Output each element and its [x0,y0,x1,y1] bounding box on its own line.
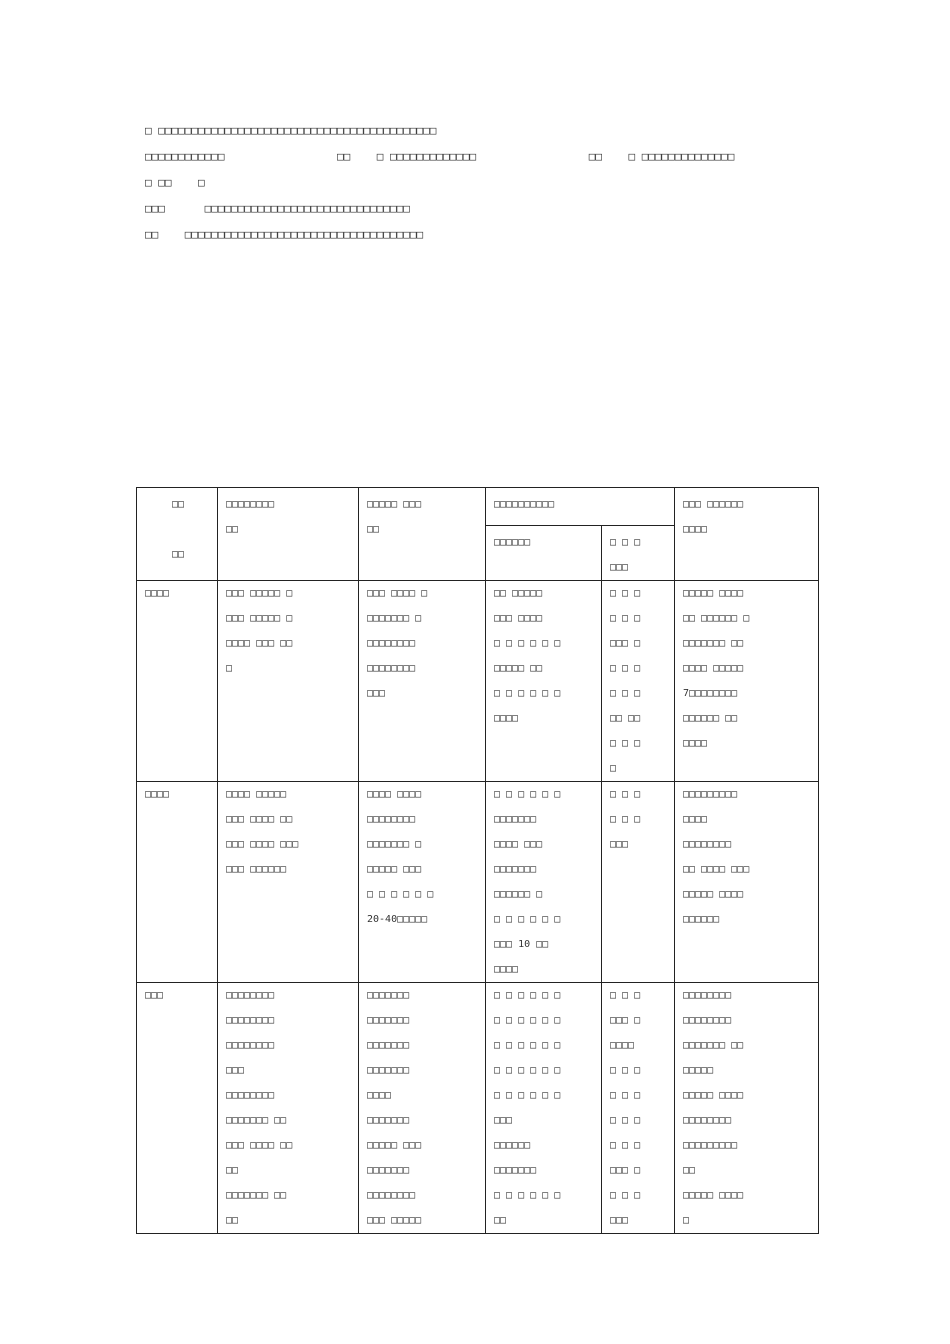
row-cell-text: □ □ □ □ □ □ □□□□□□□ □□□□ □□□ □□□□□□□ □□□□□□ □ □ □ □ □ □ □ □□□ 10 □□ □□□□ [494,789,561,975]
row-cell [218,581,359,782]
row-label: □□□□ [145,588,170,599]
table-row [137,983,819,1234]
intro-line-1: □ □□□□□□□□□□□□□□□□□□□□□□□□□□□□□□□□□□□□□□□□□□ [145,124,437,137]
row-cell-text: □□□□□□□ □□□□□□□ □□□□□□□ □□□□□□□ □□□□ □□□□□□□ □□□□□ □□□ □□□□□□□ □□□□□□□□ □□□ □□□□□ [367,990,422,1226]
row-cell [675,983,819,1234]
row-cell-text: □□□□□□□□□ □□□□ □□□□□□□□ □□ □□□□ □□□ □□□□□ □□□□ □□□□□□ [683,789,750,925]
table-header-row [137,488,819,526]
row-cell [359,782,486,983]
header-corner-top: □□ [171,499,185,510]
intro-text-block [145,118,734,248]
intro-line-2: □□□□□□□□□□□□ □□ □ □□□□□□□□□□□□□ □□ □ □□□□□□□□□□□□□□ [145,150,735,163]
row-cell [675,782,819,983]
row-cell [359,983,486,1234]
header-col-3-group [486,488,675,526]
row-cell-text: □ □ □ □□□ □ □□□□ □ □ □ □ □ □ □ □ □ □ □ □ □□□ □ □ □ □ □□□ [610,990,641,1226]
row-cell-text: □ □ □ □ □ □ □ □ □ □ □ □ □ □ □ □ □ □ □ □ □ □ □ □ □ □ □ □ □ □ □□□ □□□□□□ □□□□□□□ □ □ □ □ □ □ □□ [494,990,561,1226]
row-cell [602,782,675,983]
row-cell [486,782,602,983]
row-cell [486,983,602,1234]
header-corner-bottom: □□ [171,549,185,560]
header-col-3b [602,526,675,581]
row-cell [602,983,675,1234]
row-label-cell [137,983,218,1234]
row-cell-text: □□□□ □□□□ □□□□□□□□ □□□□□□□ □ □□□□□ □□□ □ □ □ □ □ □ 20-40□□□□□ [367,789,434,925]
header-col-4-text: □□□ □□□□□□ □□□□ [683,499,744,535]
row-cell-text: □□□□ □□□□□ □□□ □□□□ □□ □□□ □□□□ □□□ □□□ □□□□□□ [226,789,299,875]
data-table [136,487,819,1234]
row-label-cell [137,782,218,983]
row-cell [359,581,486,782]
intro-line-3: □ □□ □ [145,176,205,189]
row-cell-text: □□□ □□□□ □ □□□□□□□ □ □□□□□□□□ □□□□□□□□ □□□ [367,588,428,699]
table-row [137,581,819,782]
row-cell [675,581,819,782]
row-cell-text: □□□ □□□□□ □ □□□ □□□□□ □ □□□□ □□□ □□ □ [226,588,293,674]
header-col-2 [359,488,486,581]
intro-line-5: □□ □□□□□□□□□□□□□□□□□□□□□□□□□□□□□□□□□□□□ [145,228,424,241]
header-corner-cell [137,488,218,581]
header-col-3a-text: □□□□□□ [494,537,531,548]
header-col-1-text: □□□□□□□□ □□ [226,499,275,535]
header-col-4 [675,488,819,581]
row-cell-text: □□□□□□□□ □□□□□□□□ □□□□□□□□ □□□ □□□□□□□□ □□□□□□□ □□ □□□ □□□□ □□ □□ □□□□□□□ □□ □□ [226,990,293,1226]
row-label-cell [137,581,218,782]
table-row [137,782,819,983]
intro-line-4: □□□ □□□□□□□□□□□□□□□□□□□□□□□□□□□□□□□ [145,202,410,215]
header-col-1 [218,488,359,581]
row-label: □□□□ [145,789,170,800]
row-cell [218,983,359,1234]
row-cell [218,782,359,983]
row-cell-text: □ □ □ □ □ □ □□□ □ □ □ □ □ □ □ □□ □□ □ □ □ □ [610,588,641,774]
header-col-2-text: □□□□□ □□□ □□ [367,499,422,535]
row-cell-text: □□□□□ □□□□ □□ □□□□□□ □ □□□□□□□ □□ □□□□ □□□□□ 7□□□□□□□□ □□□□□□ □□ □□□□ [683,588,750,749]
row-label: □□□ [145,990,164,1001]
row-cell [486,581,602,782]
row-cell-text: □ □ □ □ □ □ □□□ [610,789,641,850]
row-cell-text: □□ □□□□□ □□□ □□□□ □ □ □ □ □ □ □□□□□ □□ □ □ □ □ □ □ □□□□ [494,588,561,724]
row-cell [602,581,675,782]
header-col-3b-text: □ □ □ □□□ [610,537,641,573]
row-cell-text: □□□□□□□□ □□□□□□□□ □□□□□□□ □□ □□□□□ □□□□□ □□□□ □□□□□□□□ □□□□□□□□□ □□ □□□□□ □□□□ □ [683,990,744,1226]
header-col-3-group-text: □□□□□□□□□□ [494,499,555,510]
header-col-3a [486,526,602,581]
